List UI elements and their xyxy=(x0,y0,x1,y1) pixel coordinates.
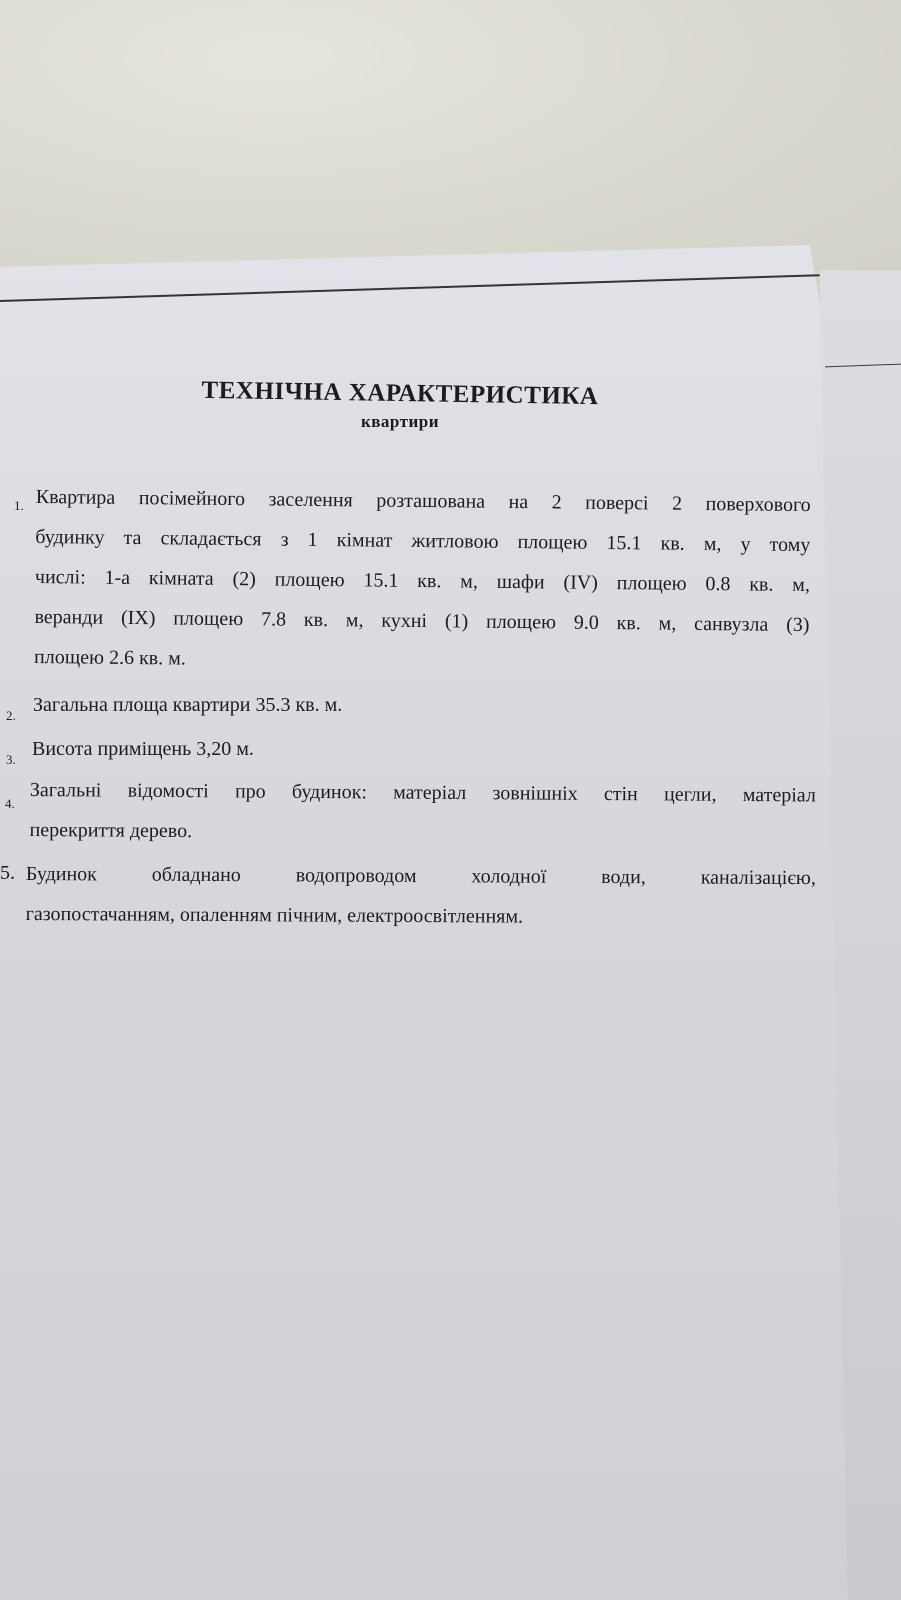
item-line: веранди (IX) площею 7.8 кв. м, кухні (1) площею 9.0 кв. м, санвузла (3) xyxy=(34,605,810,637)
list-item xyxy=(32,729,732,769)
item-line: Квартира посімейного заселення розташована на 2 поверсі 2 поверхового xyxy=(35,485,811,517)
list-item xyxy=(34,477,811,685)
list-item xyxy=(29,770,816,855)
item-number: 4. xyxy=(5,796,15,811)
item-line: Загальні відомості про будинок: матеріал зовнішніх стін цегли, матеріал xyxy=(29,778,816,807)
item-line: площею 2.6 кв. м. xyxy=(33,645,186,670)
item-number: 3. xyxy=(6,752,16,767)
document-title: ТЕХНІЧНА ХАРАКТЕРИСТИКА xyxy=(201,376,599,411)
item-line: газопостачанням, опаленням пічним, електроосвітленням. xyxy=(25,902,524,928)
item-number: 2. xyxy=(6,708,16,723)
item-line: будинку та складається з 1 кімнат житловою площею 15.1 кв. м, у тому xyxy=(35,525,811,557)
item-line: перекриття дерево. xyxy=(29,818,193,843)
item-line: Будинок обладнано водопроводом холодної води, каналізацією, xyxy=(25,862,816,890)
item-number: 1. xyxy=(14,498,24,513)
list-item xyxy=(33,685,733,725)
item-number: 5. xyxy=(0,862,15,884)
list-item xyxy=(26,854,816,938)
item-line: Висота приміщень 3,20 м. xyxy=(32,738,254,760)
item-line: числі: 1-а кімната (2) площею 15.1 кв. м, шафи (IV) площею 0.8 кв. м, xyxy=(34,565,811,597)
document-subtitle: квартири xyxy=(360,412,440,431)
item-line: Загальна площа квартири 35.3 кв. м. xyxy=(33,694,343,716)
